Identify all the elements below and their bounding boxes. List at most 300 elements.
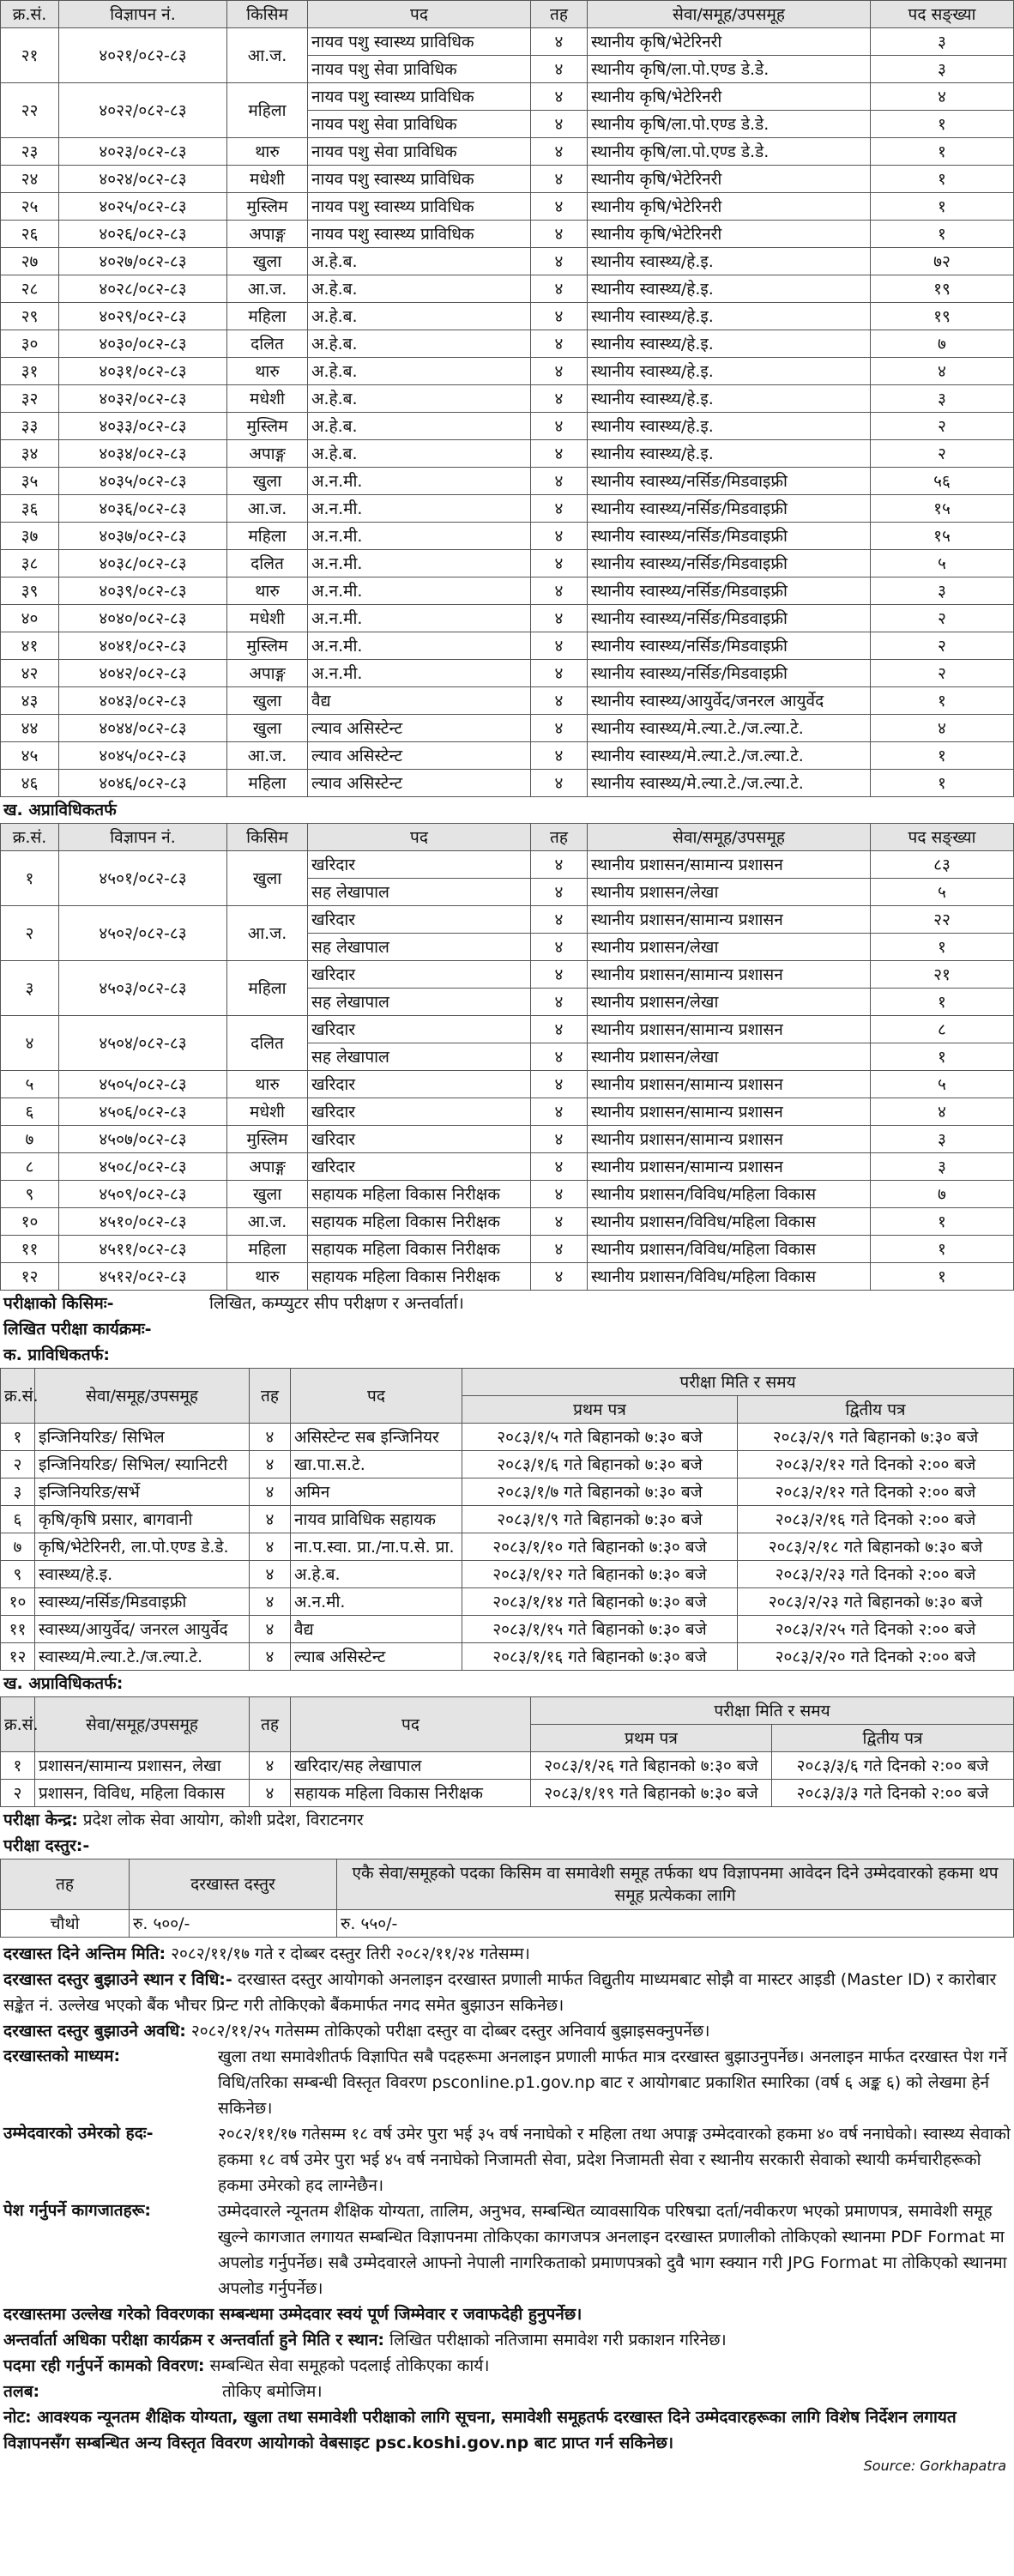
service-group: स्थानीय प्रशासन/लेखा — [588, 989, 871, 1016]
post: अ.न.मी. — [308, 550, 531, 577]
level: ४ — [531, 1016, 588, 1043]
service-group: स्थानीय प्रशासन/लेखा — [588, 1043, 871, 1071]
service-group: स्थानीय कृषि/भेटेरिनरी — [588, 166, 871, 193]
level: ४ — [531, 1098, 588, 1126]
level: ४ — [531, 989, 588, 1016]
level: ४ — [531, 934, 588, 961]
column-header-first-paper: प्रथम पत्र — [531, 1725, 772, 1752]
serial-number: २८ — [1, 275, 59, 303]
level: ४ — [531, 221, 588, 248]
nontech-vacancy-table — [0, 823, 1014, 1291]
serial-number: १० — [1, 1588, 35, 1616]
ad-number: ४०२३/०८२-८३ — [59, 138, 227, 166]
post: ना.प.स्वा. प्रा./ना.प.से. प्रा. — [291, 1533, 462, 1561]
level: ४ — [531, 1236, 588, 1263]
column-header-datetime: परीक्षा मिति र समय — [462, 1369, 1014, 1396]
fee-header-amount: दरखास्त दस्तुर — [130, 1859, 337, 1910]
service-group: स्थानीय प्रशासन/विविध/महिला विकास — [588, 1263, 871, 1291]
first-paper-datetime: २०८३/१/१६ गते बिहानको ७:३० बजे — [462, 1643, 738, 1671]
ad-number: ४०४६/०८२-८३ — [59, 770, 227, 797]
notice-details — [0, 1941, 1013, 2476]
second-paper-datetime: २०८३/२/१२ गते दिनको २:०० बजे — [738, 1451, 1014, 1478]
table-row — [1, 770, 1014, 797]
post: अ.हे.ब. — [308, 413, 531, 440]
table-row — [1, 687, 1014, 715]
level: ४ — [531, 605, 588, 632]
table-row — [1, 138, 1014, 166]
category: आ.ज. — [227, 275, 308, 303]
service-group: स्थानीय प्रशासन/सामान्य प्रशासन — [588, 1016, 871, 1043]
table-row — [1, 1451, 1014, 1478]
post: खरिदार — [308, 906, 531, 934]
level: ४ — [531, 687, 588, 715]
service-group: स्थानीय स्वास्थ्य/हे.इ. — [588, 440, 871, 468]
level: ४ — [531, 385, 588, 413]
post-count: १ — [871, 934, 1014, 961]
ad-number: ४५०१/०८२-८३ — [59, 851, 227, 906]
post: खरिदार — [308, 1126, 531, 1153]
service-group: स्थानीय प्रशासन/विविध/महिला विकास — [588, 1208, 871, 1236]
post-count: १ — [871, 111, 1014, 138]
service-group: प्रशासन, विविध, महिला विकास — [35, 1780, 250, 1807]
post: नायव पशु सेवा प्राविधिक — [308, 138, 531, 166]
level: ४ — [531, 550, 588, 577]
level: ४ — [531, 56, 588, 83]
service-group: स्थानीय प्रशासन/सामान्य प्रशासन — [588, 851, 871, 879]
serial-number: ४३ — [1, 687, 59, 715]
serial-number: २६ — [1, 221, 59, 248]
service-group: स्वास्थ्य/नर्सिङ/मिडवाइफ्री — [35, 1588, 250, 1616]
post-count: १९ — [871, 303, 1014, 330]
level: ४ — [250, 1588, 291, 1616]
ad-number: ४०२९/०८२-८३ — [59, 303, 227, 330]
level: ४ — [531, 906, 588, 934]
serial-number: ९ — [1, 1181, 59, 1208]
column-header: पद सङ्ख्या — [871, 1, 1014, 28]
second-paper-datetime: २०८३/२/२३ गते दिनको २:०० बजे — [738, 1561, 1014, 1588]
serial-number: २९ — [1, 303, 59, 330]
service-group: स्थानीय कृषि/भेटेरिनरी — [588, 83, 871, 111]
service-group: स्वास्थ्य/हे.इ. — [35, 1561, 250, 1588]
post-count: १९ — [871, 275, 1014, 303]
service-group: स्थानीय स्वास्थ्य/नर्सिङ/मिडवाइफ्री — [588, 523, 871, 550]
interview-label: अन्तर्वार्ता अधिका परीक्षा कार्यक्रम र अन्तर्वार्ता हुने मिति र स्थान: — [3, 2331, 384, 2349]
service-group: स्थानीय स्वास्थ्य/नर्सिङ/मिडवाइफ्री — [588, 632, 871, 660]
table-row — [1, 193, 1014, 221]
post: खरिदार — [308, 961, 531, 989]
post: अ.न.मी. — [291, 1588, 462, 1616]
responsibility: दरखास्तमा उल्लेख गरेको विवरणका सम्बन्धमा उम्मेदवार स्वयं पूर्ण जिम्मेवार र जवाफदेही हुनुपर्नेछ। — [3, 2305, 582, 2324]
ad-number: ४५०९/०८२-८३ — [59, 1181, 227, 1208]
category: महिला — [227, 523, 308, 550]
fee-header-level: तह — [1, 1859, 130, 1910]
post: अ.न.मी. — [308, 605, 531, 632]
post-count: ४ — [871, 83, 1014, 111]
serial-number: ३४ — [1, 440, 59, 468]
post: अ.न.मी. — [308, 495, 531, 523]
post: अ.न.मी. — [308, 468, 531, 495]
level: ४ — [250, 1506, 291, 1533]
serial-number: ६ — [1, 1506, 35, 1533]
category: थारु — [227, 138, 308, 166]
post-count: १ — [871, 138, 1014, 166]
note — [0, 2404, 1013, 2456]
table-row — [1, 550, 1014, 577]
post: सहायक महिला विकास निरीक्षक — [308, 1208, 531, 1236]
first-paper-datetime: २०८३/१/९ गते बिहानको ७:३० बजे — [462, 1506, 738, 1533]
ad-number: ४०४४/०८२-८३ — [59, 715, 227, 742]
post-count: १ — [871, 770, 1014, 797]
column-header-sn: क्र.सं. — [1, 1369, 35, 1424]
second-paper-datetime: २०८३/३/३ गते दिनको २:०० बजे — [772, 1780, 1014, 1807]
serial-number: ३९ — [1, 577, 59, 605]
table-row — [1, 413, 1014, 440]
ad-number: ४५०२/०८२-८३ — [59, 906, 227, 961]
serial-number: ४१ — [1, 632, 59, 660]
table-row — [1, 1016, 1014, 1043]
interview-value: लिखित परीक्षाको नतिजामा समावेश गरी प्रकाशन गरिनेछ। — [389, 2331, 727, 2349]
post: नायव पशु सेवा प्राविधिक — [308, 111, 531, 138]
level: ४ — [531, 879, 588, 906]
exam-type — [0, 1291, 1013, 1316]
second-paper-datetime: २०८३/२/२५ गते दिनको २:०० बजे — [738, 1616, 1014, 1643]
column-header: पद — [308, 1, 531, 28]
schedule-heading: लिखित परीक्षा कार्यक्रमः- — [3, 1320, 152, 1339]
salary — [0, 2379, 1013, 2404]
deadline-value: २०८२/११/१७ गते र दोब्बर दस्तुर तिरी २०८२/११/२४ गतेसम्म। — [171, 1944, 530, 1963]
post-count: ४ — [871, 715, 1014, 742]
post: सह लेखापाल — [308, 879, 531, 906]
first-paper-datetime: २०८३/१/१४ गते बिहानको ७:३० बजे — [462, 1588, 738, 1616]
post: ल्याव असिस्टेन्ट — [308, 742, 531, 770]
table-row — [1, 961, 1014, 989]
ad-number: ४०४२/०८२-८३ — [59, 660, 227, 687]
exam-center-label: परीक्षा केन्द्र: — [3, 1811, 78, 1829]
level: ४ — [531, 1208, 588, 1236]
table-row — [1, 468, 1014, 495]
post: खरिदार — [308, 1016, 531, 1043]
level: ४ — [531, 28, 588, 56]
serial-number: २४ — [1, 166, 59, 193]
serial-number: २३ — [1, 138, 59, 166]
service-group: स्थानीय प्रशासन/विविध/महिला विकास — [588, 1181, 871, 1208]
serial-number: २१ — [1, 28, 59, 83]
column-header: पद सङ्ख्या — [871, 824, 1014, 851]
category: महिला — [227, 961, 308, 1016]
post-count: ३ — [871, 28, 1014, 56]
service-group: स्थानीय स्वास्थ्य/हे.इ. — [588, 248, 871, 275]
first-paper-datetime: २०८३/१/१२ गते बिहानको ७:३० बजे — [462, 1561, 738, 1588]
column-header: सेवा/समूह/उपसमूह — [588, 824, 871, 851]
ad-number: ४०३७/०८२-८३ — [59, 523, 227, 550]
level: ४ — [531, 1126, 588, 1153]
category: मुस्लिम — [227, 413, 308, 440]
category: महिला — [227, 770, 308, 797]
second-paper-datetime: २०८३/२/१६ गते दिनको २:०० बजे — [738, 1506, 1014, 1533]
level: ४ — [531, 495, 588, 523]
service-group: स्थानीय प्रशासन/सामान्य प्रशासन — [588, 961, 871, 989]
nontech-schedule-table — [0, 1696, 1014, 1807]
service-group: इन्जिनियरिङ/ सिभिल — [35, 1424, 250, 1451]
serial-number: ९ — [1, 1561, 35, 1588]
note-text: नोट: आवश्यक न्यूनतम शैक्षिक योग्यता, खुला तथा समावेशी परीक्षाको लागि सूचना, समावेशी समूहतर्फ दरखास्त दिने उम्मेदवारहरूका लागि विशेष निर्देशन लगायत विज्ञापनसँग सम्बन्धित अन्य विस्तृत विवरण आयोगको वेबसाइट psc.koshi.gov.np बाट प्राप्त गर्न सकिनेछ। — [3, 2408, 957, 2452]
first-paper-datetime: २०८३/१/७ गते बिहानको ७:३० बजे — [462, 1478, 738, 1506]
serial-number: १ — [1, 1752, 35, 1780]
nontech-schedule-heading: ख. अप्राविधिकतर्फ: — [3, 1674, 124, 1693]
post-count: २२ — [871, 906, 1014, 934]
duty-value: सम्बन्धित सेवा समूहको पदलाई तोकिएका कार्य। — [209, 2356, 490, 2375]
post: अ.हे.ब. — [291, 1561, 462, 1588]
table-row — [1, 1263, 1014, 1291]
service-group: स्थानीय स्वास्थ्य/हे.इ. — [588, 385, 871, 413]
nontech-heading: ख. अप्राविधिकतर्फ — [3, 801, 117, 819]
ad-number: ४०३२/०८२-८३ — [59, 385, 227, 413]
serial-number: ४२ — [1, 660, 59, 687]
category: थारु — [227, 1071, 308, 1098]
post: अ.न.मी. — [308, 577, 531, 605]
service-group: स्थानीय कृषि/भेटेरिनरी — [588, 193, 871, 221]
table-row — [1, 1236, 1014, 1263]
ad-number: ४०३६/०८२-८३ — [59, 495, 227, 523]
required-documents-label: पेश गर्नुपर्ने कागजातहरू: — [3, 2201, 152, 2220]
serial-number: ८ — [1, 1153, 59, 1181]
serial-number: ४४ — [1, 715, 59, 742]
ad-number: ४०२४/०८२-८३ — [59, 166, 227, 193]
category: थारु — [227, 577, 308, 605]
post-count: ३ — [871, 56, 1014, 83]
category: आ.ज. — [227, 1208, 308, 1236]
column-header-level: तह — [250, 1697, 291, 1752]
exam-type-label: परीक्षाको किसिमः- — [3, 1294, 114, 1313]
level: ४ — [531, 632, 588, 660]
post-count: २ — [871, 413, 1014, 440]
post: नायव पशु सेवा प्राविधिक — [308, 56, 531, 83]
post: नायव पशु स्वास्थ्य प्राविधिक — [308, 193, 531, 221]
service-group: स्थानीय प्रशासन/सामान्य प्रशासन — [588, 1126, 871, 1153]
ad-number: ४५११/०८२-८३ — [59, 1236, 227, 1263]
table-row — [1, 1588, 1014, 1616]
ad-number: ४०२८/०८२-८३ — [59, 275, 227, 303]
post-count: ४ — [871, 1098, 1014, 1126]
service-group: स्थानीय स्वास्थ्य/आयुर्वेद/जनरल आयुर्वेद — [588, 687, 871, 715]
serial-number: १ — [1, 1424, 35, 1451]
column-header: किसिम — [227, 1, 308, 28]
serial-number: ३० — [1, 330, 59, 358]
post: अ.हे.ब. — [308, 303, 531, 330]
post-count: १ — [871, 221, 1014, 248]
category: अपाङ्ग — [227, 221, 308, 248]
age-limit-value: २०८२/११/१७ गतेसम्म १८ वर्ष उमेर पुरा भई ३५ वर्ष ननाघेको र महिला तथा अपाङ्ग उम्मेदवारको हकमा ४० वर्ष ननाघेको। स्वास्थ्य सेवाको हकमा १८ वर्ष उमेर पुरा भई ४५ वर्ष ननाघेको निजामती सेवा, प्रदेश निजामती सेवा र स्थानीय सरकारी सेवाको स्थायी कर्मचारीहरूको हकमा उमेरको हद लाग्नेछैन। — [218, 2125, 1011, 2195]
ad-number: ४५०६/०८२-८३ — [59, 1098, 227, 1126]
ad-number: ४०२२/०८२-८३ — [59, 83, 227, 138]
level: ४ — [531, 770, 588, 797]
category: अपाङ्ग — [227, 1153, 308, 1181]
fee-method — [0, 1967, 1013, 2018]
column-header: तह — [531, 1, 588, 28]
table-row — [1, 1780, 1014, 1807]
column-header-first-paper: प्रथम पत्र — [462, 1396, 738, 1424]
category: आ.ज. — [227, 495, 308, 523]
tech-schedule-heading: क. प्राविधिकतर्फ: — [3, 1345, 110, 1364]
serial-number: ७ — [1, 1533, 35, 1561]
serial-number: १ — [1, 851, 59, 906]
ad-number: ४०२७/०८२-८३ — [59, 248, 227, 275]
serial-number: २ — [1, 1780, 35, 1807]
table-row — [1, 742, 1014, 770]
post: नायव पशु स्वास्थ्य प्राविधिक — [308, 28, 531, 56]
fee-method-label: दरखास्त दस्तुर बुझाउने स्थान र विधि:- — [3, 1970, 232, 1989]
post-count: १ — [871, 193, 1014, 221]
service-group: स्थानीय प्रशासन/लेखा — [588, 934, 871, 961]
post-count: ४ — [871, 358, 1014, 385]
post: ल्याब असिस्टेन्ट — [291, 1643, 462, 1671]
post-count: १ — [871, 1236, 1014, 1263]
level: ४ — [531, 193, 588, 221]
level: ४ — [531, 1071, 588, 1098]
level: ४ — [250, 1533, 291, 1561]
ad-number: ४०२६/०८२-८३ — [59, 221, 227, 248]
table-row — [1, 1478, 1014, 1506]
serial-number: १२ — [1, 1643, 35, 1671]
application-medium-value: खुला तथा समावेशीतर्फ विज्ञापित सबै पदहरूमा अनलाइन प्रणाली मार्फत मात्र दरखास्त बुझाउनुपर्नेछ। अनलाइन मार्फत दरखास्त पेश गर्ने विधि/तरिका सम्बन्धी विस्तृत विवरण psconline.p1.gov.np बाट र आयोगबाट प्रकाशित स्मारिका (वर्ष ६ अङ्क ६) को लेखमा हेर्न सकिनेछ। — [218, 2047, 1007, 2118]
post-count: १ — [871, 687, 1014, 715]
level: ४ — [531, 742, 588, 770]
fee-amount: रु. ५००/- — [130, 1910, 337, 1938]
serial-number: ३३ — [1, 413, 59, 440]
ad-number: ४५१०/०८२-८३ — [59, 1208, 227, 1236]
level: ४ — [250, 1616, 291, 1643]
service-group: स्थानीय स्वास्थ्य/नर्सिङ/मिडवाइफ्री — [588, 577, 871, 605]
post-count: ५ — [871, 550, 1014, 577]
post-count: ८३ — [871, 851, 1014, 879]
post: खरिदार/सह लेखापाल — [291, 1752, 531, 1780]
column-header: क्र.सं. — [1, 1, 59, 28]
service-group: स्थानीय कृषि/भेटेरिनरी — [588, 221, 871, 248]
exam-center-value: प्रदेश लोक सेवा आयोग, कोशी प्रदेश, विराटनगर — [82, 1811, 364, 1829]
column-header: पद — [308, 824, 531, 851]
ad-number: ४०३५/०८२-८३ — [59, 468, 227, 495]
post: अ.न.मी. — [308, 632, 531, 660]
fee-method-value: दरखास्त दस्तुर आयोगको अनलाइन दरखास्त प्रणाली मार्फत विद्युतीय माध्यमबाट सोझै वा मास्टर आइडी (Master ID) र कारोबार सङ्केत नं. उल्लेख भएको बैंक भौचर प्रिन्ट गरी तोकिएको बैंकमार्फत नगद समेत बुझाउन सकिनेछ। — [3, 1970, 997, 2015]
level: ४ — [531, 961, 588, 989]
serial-number: ३ — [1, 961, 59, 1016]
post-count: १ — [871, 1263, 1014, 1291]
level: ४ — [531, 1263, 588, 1291]
column-header: सेवा/समूह/उपसमूह — [588, 1, 871, 28]
category: खुला — [227, 687, 308, 715]
serial-number: ४० — [1, 605, 59, 632]
first-paper-datetime: २०८३/१/५ गते बिहानको ७:३० बजे — [462, 1424, 738, 1451]
ad-number: ४०२१/०८२-८३ — [59, 28, 227, 83]
ad-number: ४०४५/०८२-८३ — [59, 742, 227, 770]
post: सहायक महिला विकास निरीक्षक — [291, 1780, 531, 1807]
serial-number: ३७ — [1, 523, 59, 550]
application-medium-label: दरखास्तको माध्यम: — [3, 2047, 121, 2065]
service-group: स्थानीय स्वास्थ्य/हे.इ. — [588, 303, 871, 330]
column-header-post: पद — [291, 1697, 531, 1752]
post-count: १ — [871, 742, 1014, 770]
service-group: स्थानीय प्रशासन/सामान्य प्रशासन — [588, 1098, 871, 1126]
first-paper-datetime: २०८३/१/२६ गते बिहानको ७:३० बजे — [531, 1752, 772, 1780]
category: आ.ज. — [227, 906, 308, 961]
level: ४ — [531, 330, 588, 358]
table-row — [1, 275, 1014, 303]
serial-number: ३१ — [1, 358, 59, 385]
table-row — [1, 577, 1014, 605]
service-group: स्थानीय स्वास्थ्य/मे.ल्या.टे./ज.ल्या.टे. — [588, 742, 871, 770]
serial-number: ३५ — [1, 468, 59, 495]
first-paper-datetime: २०८३/१/१९ गते बिहानको ७:३० बजे — [531, 1780, 772, 1807]
exam-fee-table — [0, 1859, 1014, 1938]
post-count: १ — [871, 989, 1014, 1016]
category: अपाङ्ग — [227, 440, 308, 468]
table-row — [1, 1643, 1014, 1671]
level: ४ — [250, 1643, 291, 1671]
category: खुला — [227, 468, 308, 495]
level: ४ — [250, 1424, 291, 1451]
table-row — [1, 1616, 1014, 1643]
post: नायव पशु स्वास्थ्य प्राविधिक — [308, 83, 531, 111]
post-count: ३ — [871, 1126, 1014, 1153]
post-count: ५ — [871, 879, 1014, 906]
serial-number: २७ — [1, 248, 59, 275]
table-row — [1, 1126, 1014, 1153]
post-count: २ — [871, 440, 1014, 468]
source: Source: Gorkhapatra — [863, 2458, 1006, 2474]
fee-period-value: २०८२/११/२५ गतेसम्म तोकिएको परीक्षा दस्तुर वा दोब्बर दस्तुर अनिवार्य बुझाइसक्नुपर्नेछ। — [190, 2022, 710, 2041]
post-count: १५ — [871, 495, 1014, 523]
ad-number: ४५०८/०८२-८३ — [59, 1153, 227, 1181]
ad-number: ४०३०/०८२-८३ — [59, 330, 227, 358]
category: महिला — [227, 1236, 308, 1263]
service-group: कृषि/भेटेरिनरी, ला.पो.एण्ड डे.डे. — [35, 1533, 250, 1561]
tech-schedule-table — [0, 1368, 1014, 1671]
ad-number: ४०३१/०८२-८३ — [59, 358, 227, 385]
post-count: ३ — [871, 1153, 1014, 1181]
ad-number: ४०४३/०८२-८३ — [59, 687, 227, 715]
second-paper-datetime: २०८३/३/६ गते दिनको २:०० बजे — [772, 1752, 1014, 1780]
ad-number: ४०४१/०८२-८३ — [59, 632, 227, 660]
post: अ.हे.ब. — [308, 248, 531, 275]
post-count: ८ — [871, 1016, 1014, 1043]
post: सहायक महिला विकास निरीक्षक — [308, 1263, 531, 1291]
level: ४ — [250, 1478, 291, 1506]
post-count: १ — [871, 1208, 1014, 1236]
service-group: स्थानीय स्वास्थ्य/मे.ल्या.टे./ज.ल्या.टे. — [588, 715, 871, 742]
service-group: स्थानीय स्वास्थ्य/नर्सिङ/मिडवाइफ्री — [588, 605, 871, 632]
exam-fee-label: परीक्षा दस्तुर:- — [3, 1836, 90, 1855]
category: आ.ज. — [227, 28, 308, 83]
table-row — [1, 330, 1014, 358]
level: ४ — [531, 1181, 588, 1208]
category: मधेशी — [227, 1098, 308, 1126]
age-limit-label: उम्मेदवारको उमेरको हदः- — [3, 2124, 154, 2143]
post: अ.न.मी. — [308, 523, 531, 550]
table-row — [1, 1533, 1014, 1561]
exam-center — [0, 1807, 1013, 1833]
level: ४ — [531, 660, 588, 687]
post: सह लेखापाल — [308, 1043, 531, 1071]
ad-number: ४०२५/०८२-८३ — [59, 193, 227, 221]
column-header: तह — [531, 824, 588, 851]
ad-number: ४०३४/०८२-८३ — [59, 440, 227, 468]
post: खरिदार — [308, 1098, 531, 1126]
table-row — [1, 523, 1014, 550]
age-limit — [0, 2121, 1013, 2198]
ad-number: ४०३९/०८२-८३ — [59, 577, 227, 605]
service-group: स्थानीय स्वास्थ्य/मे.ल्या.टे./ज.ल्या.टे. — [588, 770, 871, 797]
service-group: इन्जिनियरिङ/सर्भे — [35, 1478, 250, 1506]
